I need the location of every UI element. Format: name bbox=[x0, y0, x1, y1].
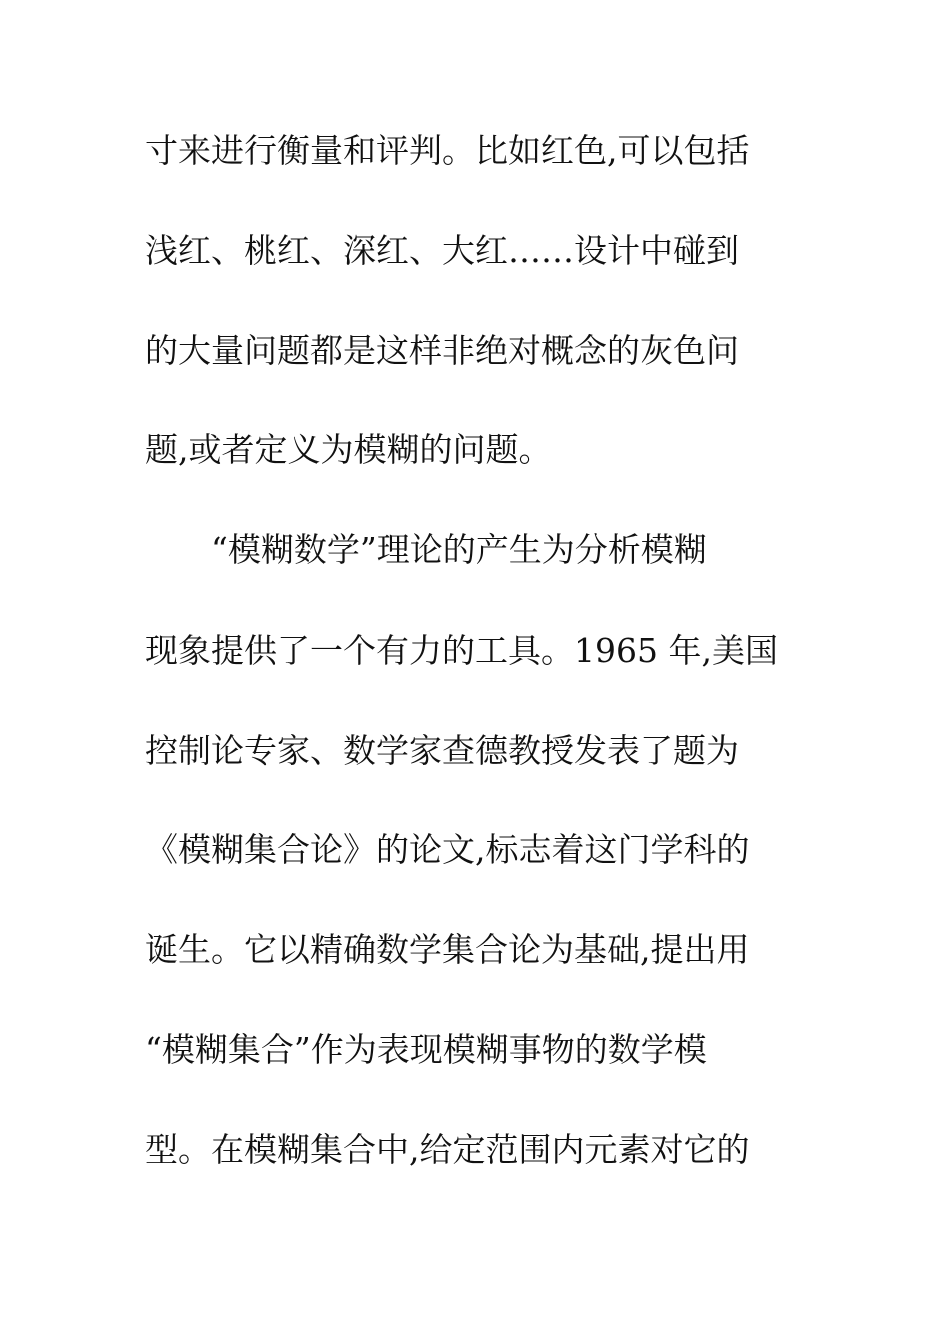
text-line-11: 型。在模糊集合中,给定范围内元素对它的 bbox=[145, 1130, 750, 1169]
text-line-9: 诞生。它以精确数学集合论为基础,提出用 bbox=[145, 930, 750, 969]
text-line-8: 《模糊集合论》的论文,标志着这门学科的 bbox=[145, 830, 750, 869]
text-line-7: 控制论专家、数学家查德教授发表了题为 bbox=[145, 731, 739, 770]
text-line-3: 的大量问题都是这样非绝对概念的灰色问 bbox=[145, 331, 739, 370]
text-line-1: 寸来进行衡量和评判。比如红色,可以包括 bbox=[145, 131, 750, 170]
paragraph-first-line: “模糊数学”理论的产生为分析模糊 bbox=[211, 530, 707, 569]
text-line-6: 现象提供了一个有力的工具。1965 年,美国 bbox=[145, 631, 778, 670]
text-line-10: “模糊集合”作为表现模糊事物的数学模 bbox=[145, 1030, 707, 1069]
text-line-2: 浅红、桃红、深红、大红……设计中碰到 bbox=[145, 231, 739, 270]
text-line-4: 题,或者定义为模糊的问题。 bbox=[145, 430, 552, 469]
